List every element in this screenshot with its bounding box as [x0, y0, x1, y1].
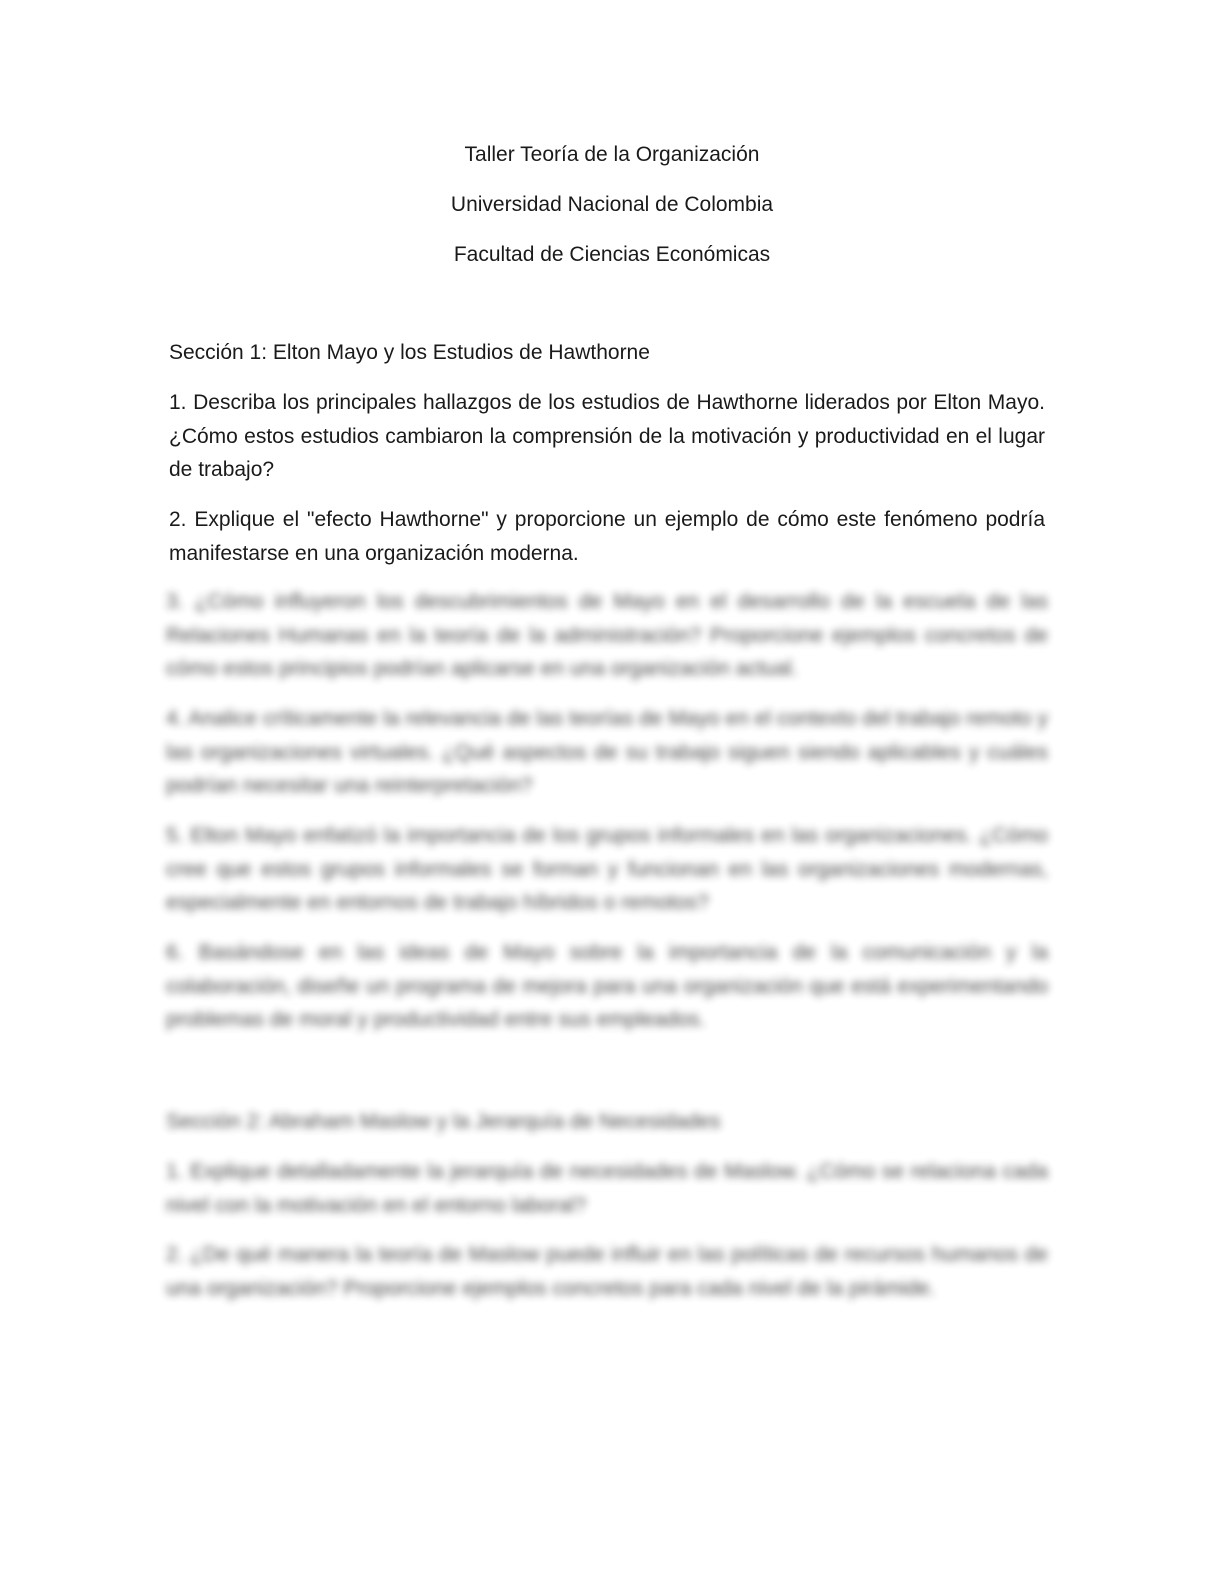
- section-1-question-1: 1. Describa los principales hallazgos de los estudios de Hawthorne liderados por Elton Mayo. ¿Cómo estos estudios cambiaron la comprensión de la motivación y productividad en el lugar de trabajo?: [169, 391, 1045, 481]
- section-1-question-5: 5. Elton Mayo enfatizó la importancia de los grupos informales en las organizaciones. ¿Cómo cree que estos grupos informales se forman y funcionan en las organizaciones modernas, especialmente en entornos de trabajo híbridos o remotos?: [166, 824, 1048, 914]
- section-2-question-1: 1. Explique detalladamente la jerarquía de necesidades de Maslow. ¿Cómo se relaciona cada nivel con la motivación en el entorno laboral?: [166, 1160, 1048, 1217]
- university-name: Universidad Nacional de Colombia: [450, 193, 774, 216]
- section-1-heading: Sección 1: Elton Mayo y los Estudios de Hawthorne: [169, 341, 650, 364]
- document-title: Taller Teoría de la Organización: [464, 143, 760, 166]
- section-1-question-2: 2. Explique el "efecto Hawthorne" y proporcione un ejemplo de cómo este fenómeno podría manifestarse en una organización moderna.: [169, 508, 1045, 565]
- section-1-question-3: 3. ¿Cómo influyeron los descubrimientos de Mayo en el desarrollo de la escuela de las Relaciones Humanas en la teoría de la administración? Proporcione ejemplos concretos de cómo estos principios podrían aplicarse en una organización actual.: [166, 590, 1048, 680]
- section-1-question-4: 4. Analice críticamente la relevancia de las teorías de Mayo en el contexto del trabajo remoto y las organizaciones virtuales. ¿Qué aspectos de su trabajo siguen siendo aplicables y cuáles podrían necesitar una reinterpretación?: [166, 707, 1048, 797]
- section-1-question-6: 6. Basándose en las ideas de Mayo sobre la importancia de la comunicación y la colaboración, diseñe un programa de mejora para una organización que está experimentando problemas de moral y productividad entre sus empleados.: [166, 941, 1048, 1031]
- faculty-name: Facultad de Ciencias Económicas: [453, 243, 771, 266]
- section-2-question-2: 2. ¿De qué manera la teoría de Maslow puede influir en las políticas de recursos humanos de una organización? Proporcione ejemplos concretos para cada nivel de la pirámide.: [166, 1243, 1048, 1300]
- section-2-heading: Sección 2: Abraham Maslow y la Jerarquía de Necesidades: [166, 1110, 721, 1133]
